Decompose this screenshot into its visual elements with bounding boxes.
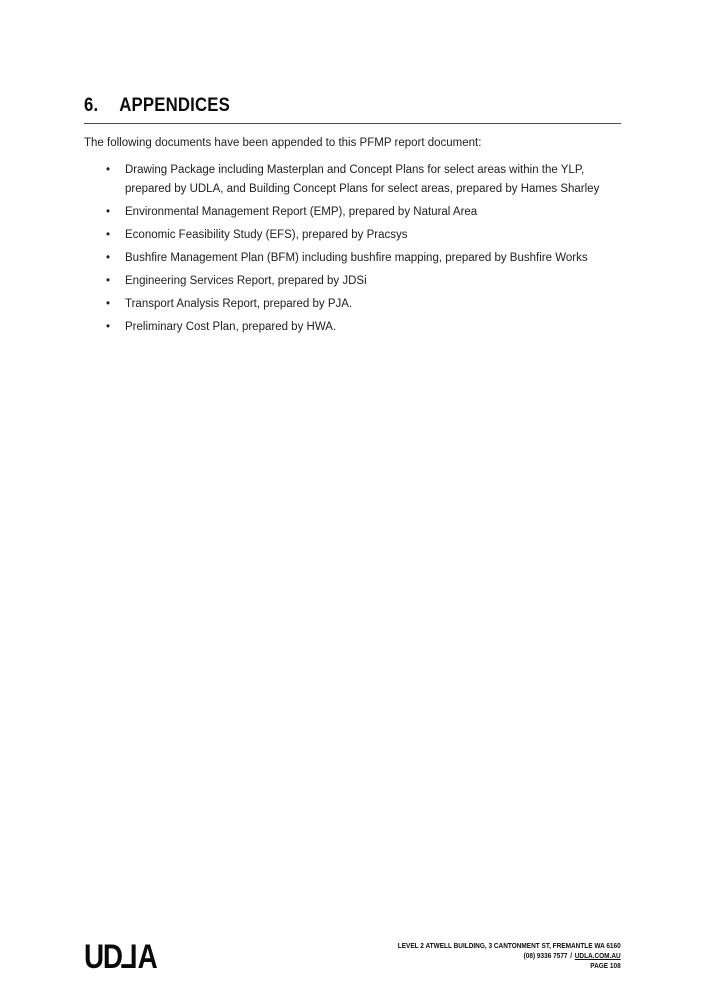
- bullet-icon: •: [106, 206, 111, 218]
- bullet-icon: •: [106, 229, 111, 241]
- list-item: [84, 272, 621, 291]
- intro-paragraph: The following documents have been appended to this PFMP report document:: [84, 137, 482, 149]
- list-item-text: Environmental Management Report (EMP), prepared by Natural Area: [125, 206, 478, 218]
- list-item-text: Bushfire Management Plan (BFM) including bushfire mapping, prepared by Bushfire Works: [125, 252, 588, 264]
- bullet-icon: •: [106, 164, 111, 176]
- list-item: [84, 226, 621, 245]
- logo-letter-l: L: [121, 938, 138, 976]
- list-item-text: Engineering Services Report, prepared by JDSi: [125, 275, 367, 287]
- bullet-icon: •: [106, 298, 111, 310]
- list-item: [84, 249, 621, 268]
- logo-letter-a: A: [137, 938, 157, 976]
- section-number: 6.: [84, 94, 99, 116]
- list-item: [84, 295, 621, 314]
- footer-info-block: [373, 941, 621, 971]
- footer-phone: (08) 9336 7577: [523, 951, 568, 960]
- list-item-text: Transport Analysis Report, prepared by PJA.: [125, 298, 353, 310]
- list-item: [84, 203, 621, 222]
- list-item: [84, 161, 621, 199]
- page-content: [84, 95, 621, 341]
- section-heading: [84, 95, 230, 115]
- list-item: [84, 318, 621, 337]
- bullet-icon: •: [106, 275, 111, 287]
- footer-separator: /: [570, 951, 573, 960]
- footer-contact-line: [398, 951, 621, 961]
- footer-website-link[interactable]: UDLA.COM.AU: [575, 951, 621, 960]
- page-title: APPENDICES: [119, 94, 231, 116]
- logo-letters-ud: UD: [84, 938, 122, 976]
- list-item-text: Economic Feasibility Study (EFS), prepared by Pracsys: [125, 229, 408, 241]
- bullet-icon: •: [106, 321, 111, 333]
- list-item-text: Drawing Package including Masterplan and Concept Plans for select areas within the YLP, prepared by UDLA, and Building Concept Plans for select areas, prepared by Hames Sharley: [125, 164, 600, 195]
- heading-divider: [84, 123, 621, 124]
- footer-address: LEVEL 2 ATWELL BUILDING, 3 CANTONMENT ST, FREMANTLE WA 6160: [398, 941, 621, 950]
- udla-logo: [84, 940, 157, 974]
- page-number: PAGE 108: [590, 961, 621, 970]
- page-footer: [84, 940, 621, 974]
- appendix-list: [84, 161, 621, 337]
- bullet-icon: •: [106, 252, 111, 264]
- list-item-text: Preliminary Cost Plan, prepared by HWA.: [125, 321, 337, 333]
